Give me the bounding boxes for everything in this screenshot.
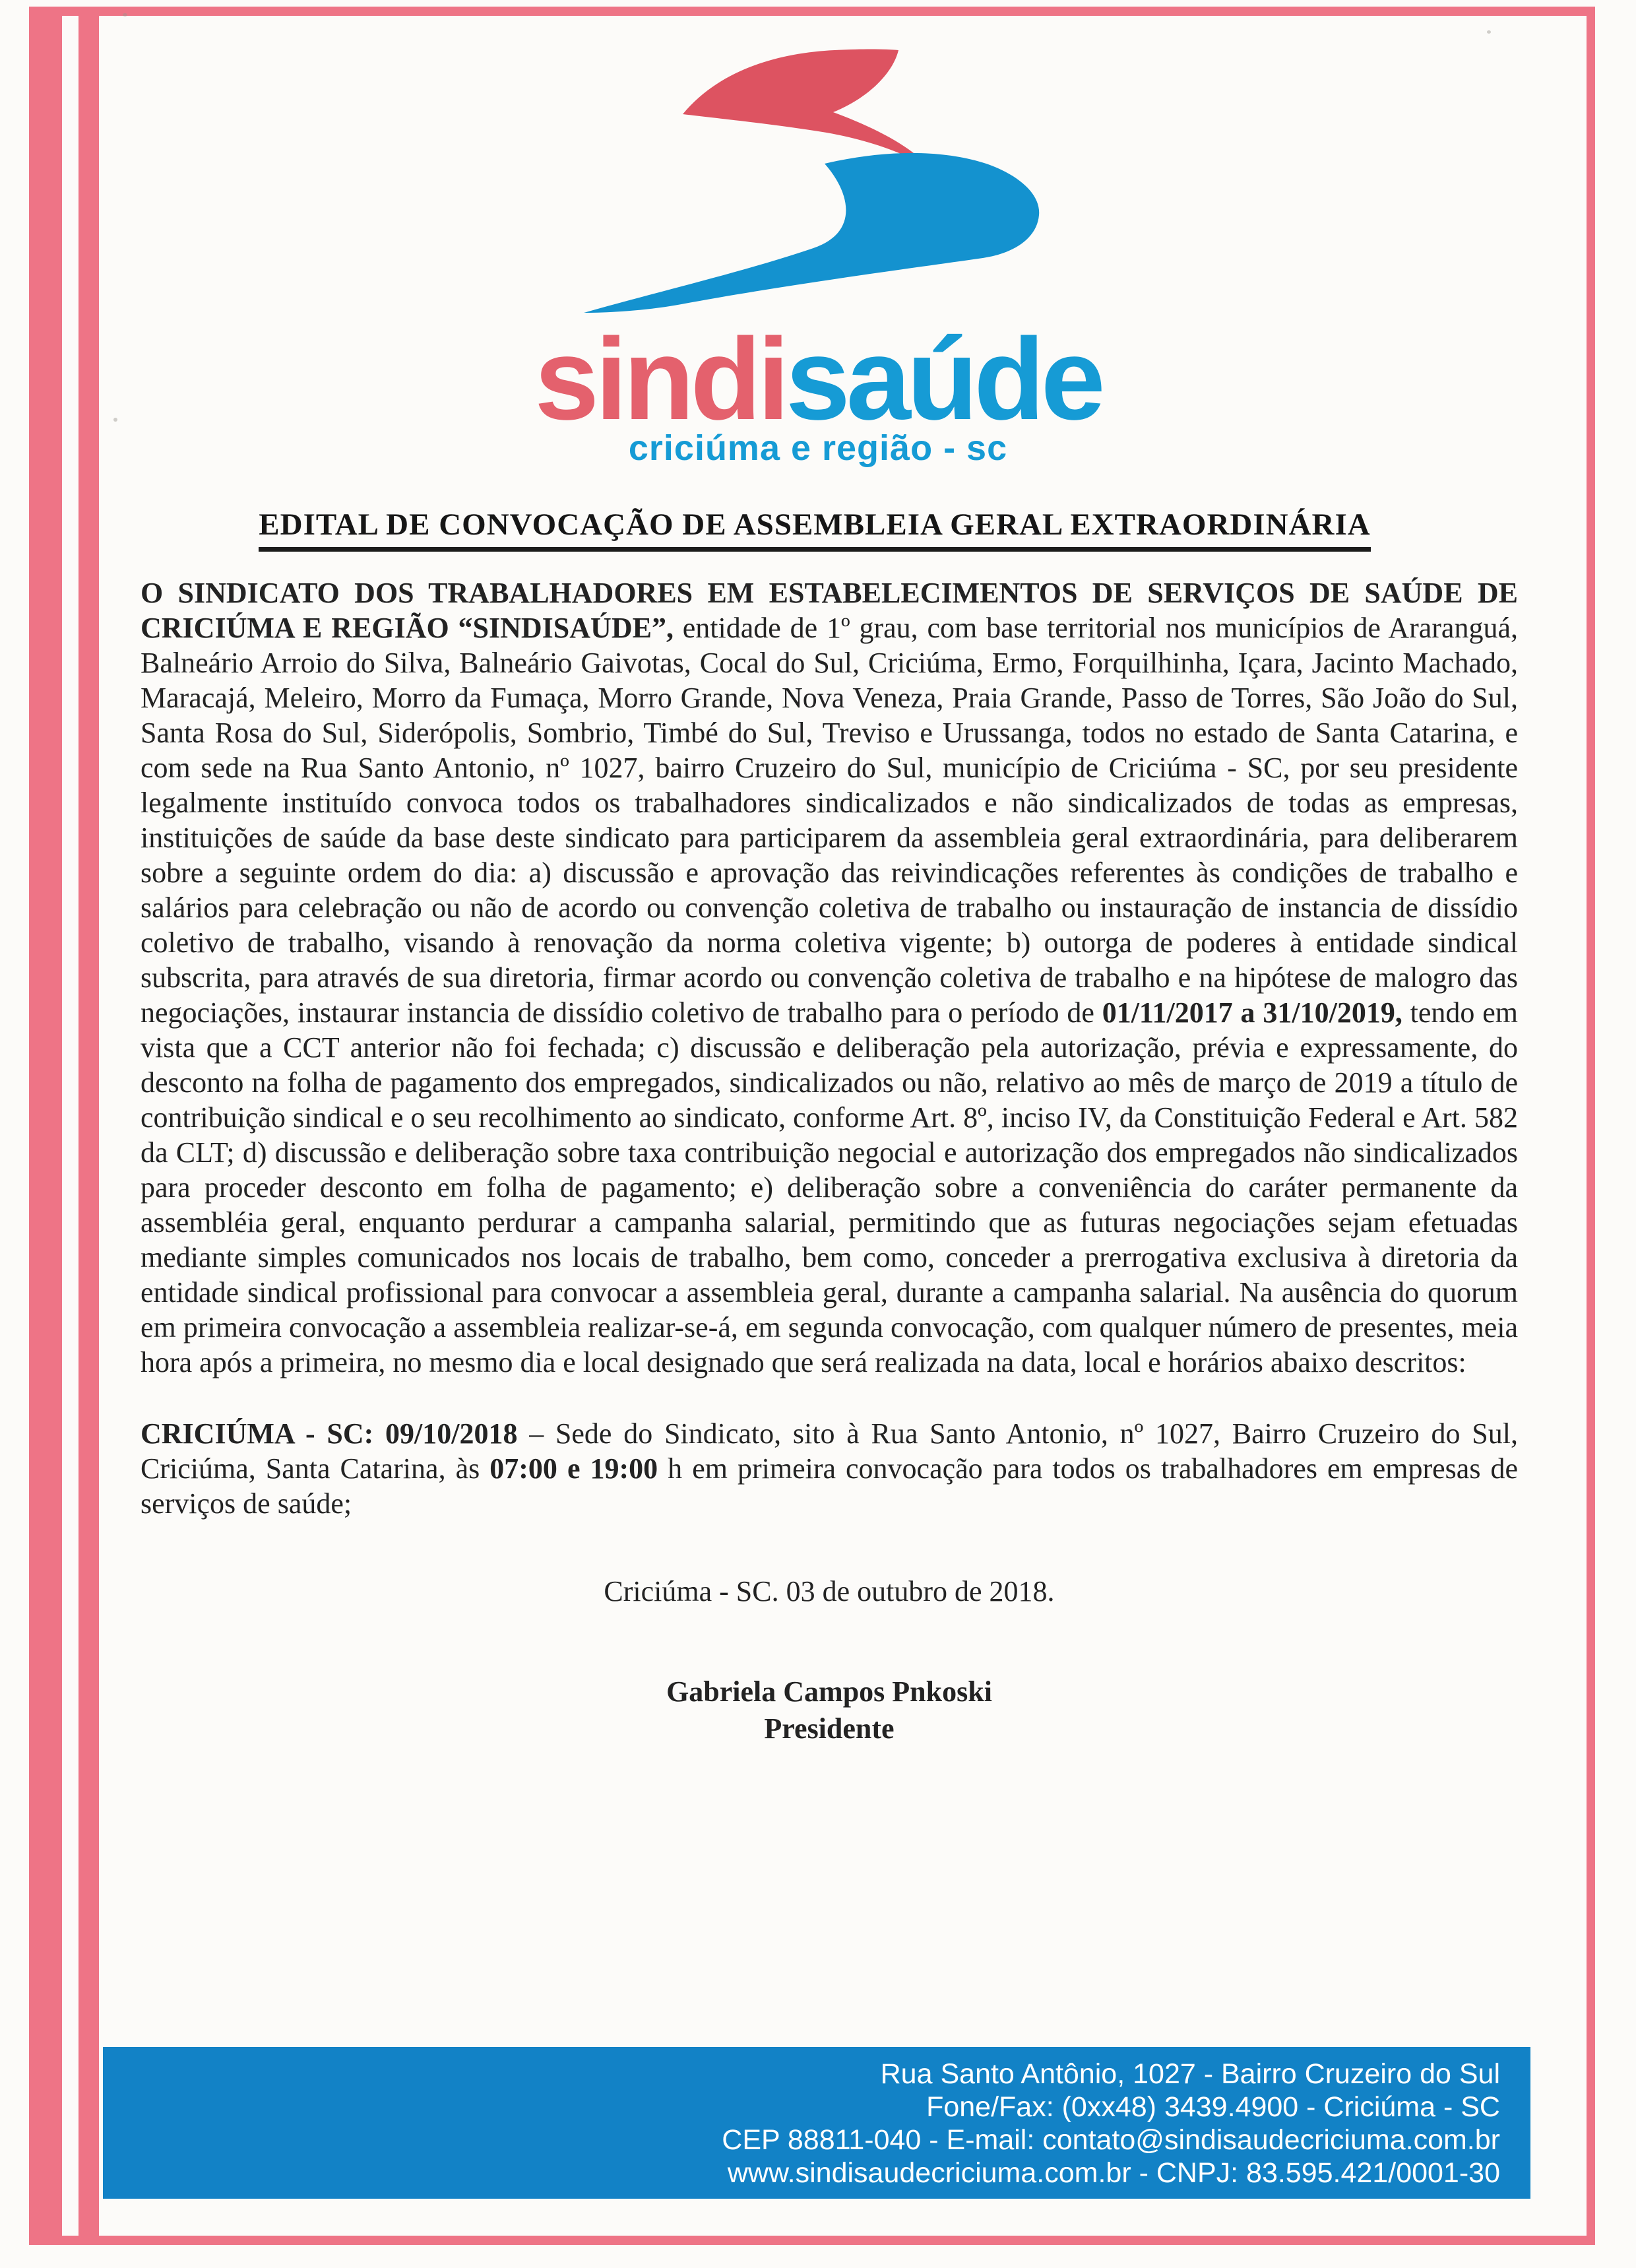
document-body: [141, 575, 1518, 1747]
logo-tagline: criciúma e região - sc: [628, 428, 1008, 468]
footer-phone-line: Fone/Fax: (0xx48) 3439.4900 - Criciúma - SC: [926, 2091, 1500, 2123]
paragraph-lead-bold: O SINDICATO DOS TRABALHADORES EM ESTABELECIMENTOS DE SERVIÇOS DE SAÚDE DE CRICIÚMA E REGIÃO “SINDISAÚDE”,: [141, 577, 1518, 644]
paragraph-assembly-location: [141, 1416, 1518, 1521]
logo-wordmark: [0, 315, 1636, 444]
logo-wordmark-sindi: sindi: [534, 315, 786, 444]
footer-email-line: CEP 88811-040 - E-mail: contato@sindisaudecriciuma.com.br: [722, 2124, 1500, 2156]
document-title-text: EDITAL DE CONVOCAÇÃO DE ASSEMBLEIA GERAL EXTRAORDINÁRIA: [259, 507, 1370, 552]
footer-address-line: Rua Santo Antônio, 1027 - Bairro Cruzeiro do Sul: [880, 2058, 1500, 2090]
frame-bottom-line: [29, 2236, 1595, 2245]
signature-role: Presidente: [764, 1712, 895, 1745]
assembly-city-date-bold: CRICIÚMA - SC: 09/10/2018: [141, 1417, 518, 1450]
assembly-times-bold: 07:00 e 19:00: [489, 1452, 658, 1485]
paragraph-text-a: entidade de 1º grau, com base territorial nos municípios de Araranguá, Balneário Arroio do Silva, Balneário Gaivotas, Cocal do Sul, Criciúma, Ermo, Forquilhinha, Içara, Jacinto Machado, Maracajá, Meleiro, Morro da Fumaça, Morro Grande, Nova Veneza, Praia Grande, Passo de Torres, São João do Sul, Santa Rosa do Sul, Siderópolis, Sombrio, Timbé do Sul, Treviso e Urussanga, todos no estado de Santa Catarina, e com sede na Rua Santo Antonio, nº 1027, bairro Cruzeiro do Sul, município de Criciúma - SC, por seu presidente legalmente instituído convoca todos os trabalhadores sindicalizados e não sindicalizados de todas as empresas, instituições de saúde da base deste sindicato para participarem da assembleia geral extraordinária, para deliberarem sobre a seguinte ordem do dia: a) discussão e aprovação das reivindicações referentes às condições de trabalho e salários para celebração ou não de acordo ou convenção coletiva de trabalho ou instauração de instancia de dissídio coletivo de trabalho, visando à renovação da norma coletiva vigente; b) outorga de poderes à entidade sindical subscrita, para através de sua diretoria, firmar acordo ou convenção coletiva de trabalho e na hipótese de malogro das negociações, instaurar instancia de dissídio coletivo de trabalho para o período de: [141, 612, 1518, 1029]
scan-speck: [123, 13, 127, 16]
footer-contact-bar: [103, 2047, 1530, 2199]
paragraph-dates-bold: 01/11/2017 a 31/10/2019,: [1102, 996, 1402, 1029]
logo-wordmark-saude: saúde: [786, 315, 1102, 444]
scan-speck: [1487, 30, 1491, 34]
logo-swoosh-red-shape: [683, 49, 929, 168]
document-title: [99, 507, 1530, 552]
footer-website-cnpj-line: www.sindisaudecriciuma.com.br - CNPJ: 83.595.421/0001-30: [727, 2157, 1500, 2189]
signature-block: [141, 1673, 1518, 1747]
paragraph-convocation: [141, 575, 1518, 1380]
logo-swoosh-blue-shape: [584, 153, 1039, 313]
issue-date-line: Criciúma - SC. 03 de outubro de 2018.: [604, 1575, 1055, 1607]
signature-name: Gabriela Campos Pnkoski: [666, 1675, 992, 1708]
assembly-text-b: h em primeira convocação para todos os trabalhadores em empresas de serviços de saúde;: [141, 1452, 1518, 1520]
assembly-text-a: – Sede do Sindicato, sito à Rua Santo Antonio, nº 1027, Bairro Cruzeiro do Sul, Criciúma, Santa Catarina, às: [141, 1417, 1518, 1485]
logo-swoosh-graphic: [584, 45, 1046, 319]
frame-top-line: [29, 7, 1595, 16]
paragraph-text-b: tendo em vista que a CCT anterior não foi fechada; c) discussão e deliberação pela autorização, prévia e expressamente, do desconto na folha de pagamento dos empregados, sindicalizados ou não, relativo ao mês de março de 2019 a título de contribuição sindical e o seu recolhimento ao sindicato, conforme Art. 8º, inciso IV, da Constituição Federal e Art. 582 da CLT; d) discussão e deliberação sobre taxa contribuição negocial e autorização dos empregados não sindicalizados para proceder desconto em folha de pagamento; e) deliberação sobre a conveniência do caráter permanente da assembléia geral, enquanto perdurar a campanha salarial, permitindo que as futuras negociações sejam efetuadas mediante simples comunicados nos locais de trabalho, bem como, conceder a prerrogativa exclusiva à diretoria da entidade sindical profissional para convocar a assembleia geral, durante a campanha salarial. Na ausência do quorum em primeira convocação a assembleia realizar-se-á, em segunda convocação, com qualquer número de presentes, meia hora após a primeira, no mesmo dia e local designado que será realizada na data, local e horários abaixo descritos:: [141, 996, 1518, 1378]
